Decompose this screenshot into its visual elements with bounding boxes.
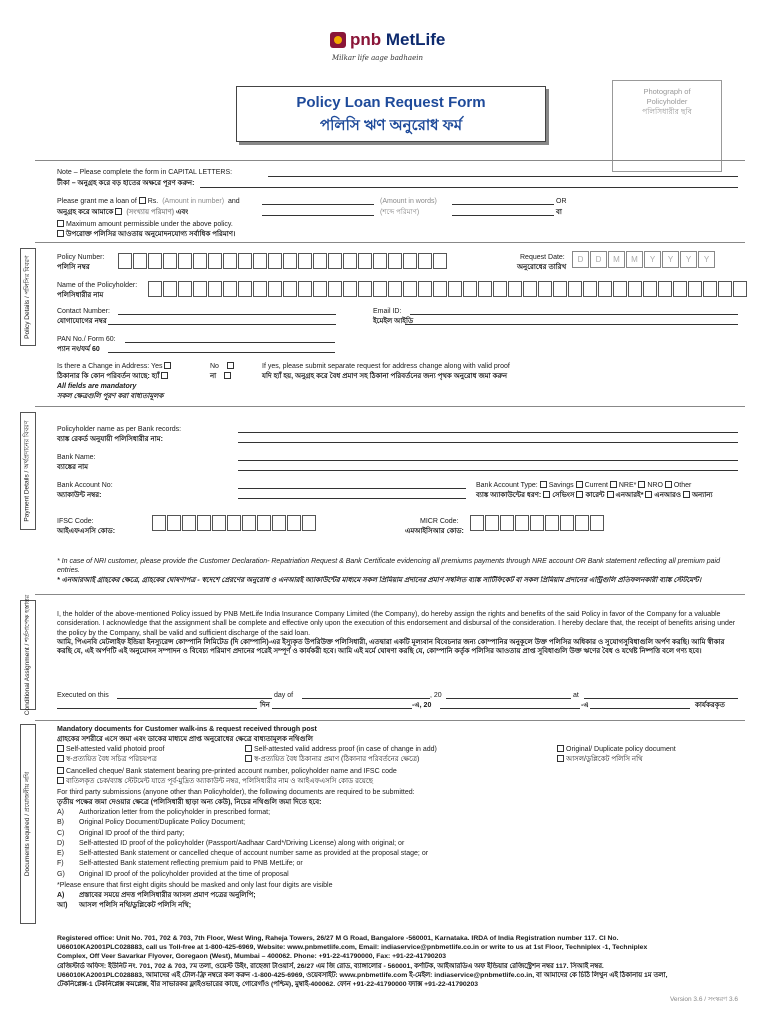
third-party-documents-list xyxy=(57,808,428,880)
bank-name-field-2[interactable] xyxy=(238,470,738,471)
policyholder-name-label: Name of the Policyholder: xyxy=(57,282,138,289)
separate-request-note: If yes, please submit separate request for address change along with valid proof xyxy=(262,363,510,370)
documents-required-tab: Documents required / প্রয়োজনীয় নথি xyxy=(20,724,36,924)
type-other-checkbox-bn[interactable] xyxy=(683,491,690,498)
address-change-no-checkbox-bn[interactable] xyxy=(224,372,231,379)
executed-bn-at: -এ xyxy=(581,702,589,709)
account-type-row-bn: ব্যাঙ্ক অ্যাকাউন্টের ধরণ: সেভিংস কারেন্ট এনআরই* এনআরও অন্যান্য xyxy=(476,492,713,499)
loan-bn-words-field[interactable] xyxy=(452,215,554,216)
doc-original-option[interactable]: Original/ Duplicate policy document xyxy=(557,745,676,754)
policy-number-label: Policy Number: xyxy=(57,254,105,261)
type-nro-checkbox[interactable] xyxy=(638,481,645,488)
email-field-bn[interactable] xyxy=(405,324,738,325)
doc-photoid-checkbox[interactable] xyxy=(57,745,64,752)
bank-holder-label: Policyholder name as per Bank records: xyxy=(57,426,182,433)
mandatory-note: All fields are mandatory xyxy=(57,383,137,390)
policy-number-input[interactable] xyxy=(118,253,448,269)
ifsc-label-bn: আইএফএসসি কোড: xyxy=(57,528,116,535)
note-bn: টীকা – অনুগ্রহ করে বড় হাতের অক্ষরে পূরণ করুন: xyxy=(57,180,195,187)
policyholder-name-input[interactable] xyxy=(148,281,748,297)
pan-label: PAN No./ Form 60: xyxy=(57,336,116,343)
micr-label-bn: এমআইসিআর কোড: xyxy=(405,528,464,535)
executed-place-field[interactable] xyxy=(584,698,738,699)
executed-day-field[interactable] xyxy=(117,698,272,699)
type-current-checkbox[interactable] xyxy=(576,481,583,488)
ifsc-label: IFSC Code: xyxy=(57,518,94,525)
at-label: at xyxy=(573,692,579,699)
max-amount-row-bn[interactable]: উপরোক্ত পলিসির আওতায় অনুমোদনযোগ্য সর্বাধিক পরিমাণ। xyxy=(57,230,236,239)
request-date-label: Request Date: xyxy=(520,254,565,261)
executed-bn-year: -এ, 20 xyxy=(412,702,432,709)
day-of-label: day of xyxy=(274,692,294,699)
type-other-checkbox[interactable] xyxy=(665,481,672,488)
account-type-row: Bank Account Type: Savings Current NRE* NRO Other xyxy=(476,482,692,489)
list-item: B) Original Policy Document/Duplicate Policy Document; xyxy=(57,819,246,827)
form-title-box xyxy=(236,86,546,142)
doc-original-option-bn[interactable]: আসল/ডুপ্লিকেট পলিসি নথি xyxy=(557,755,643,764)
loan-amount-checkbox-bn[interactable] xyxy=(115,208,122,215)
list-item: A) Authorization letter from the policyholder in prescribed format; xyxy=(57,809,271,816)
executed-year-field[interactable] xyxy=(446,698,571,699)
pnb-logo-icon xyxy=(330,32,346,48)
loan-amount-words-label: (Amount in words) xyxy=(380,198,437,205)
documents-title-bn: গ্রাহকের সশরীরে এসে জমা এবং ডাকের মাধ্যমে প্রাপ্ত অনুরোধের ক্ষেত্রে বাধ্যতামূলক নথিগুলি xyxy=(57,736,313,743)
executed-year-field-bn[interactable] xyxy=(440,708,580,709)
executed-bn-day: দিন xyxy=(260,702,270,709)
mandatory-note-bn: সকল ক্ষেত্রগুলি পূরণ করা বাধ্যতামূলক xyxy=(57,393,164,400)
loan-amount-checkbox[interactable] xyxy=(139,197,146,204)
bank-name-label-bn: ব্যাঙ্কের নাম xyxy=(57,464,89,471)
loan-or-label: OR xyxy=(556,198,567,205)
documents-title: Mandatory documents for Customer walk-ins & request received through post xyxy=(57,726,317,733)
doc-photoid-checkbox-bn[interactable] xyxy=(57,755,64,762)
bank-name-label: Bank Name: xyxy=(57,454,96,461)
executed-month-field[interactable] xyxy=(302,698,430,699)
divider xyxy=(35,720,745,721)
executed-bn-label: কার্যকরকৃত xyxy=(695,702,725,709)
registered-office-footer: Registered office: Unit No. 701, 702 & 703, 7th Floor, West Wing, Raheja Towers, 26/27 M G Road, Bangalore -560001, Karnataka. IRDA of India Registration number 117. CI No. U66010KA2001PLC028883, call us Toll-free at 1-800-425-6969, Website: www.pnbmetlife.com, Email: indiaservice@pnbmetlife.co.in or write to us at 1st Floor, Techniplex -1, Techniplex Complex, Off Veer Savarkar Flyover, Goregaon (West), Mumbai – 400062. Phone: +91-22-41790000, Fax: +91-22-41790203 রেজিস্টার্ড অফিস: ইউনিট নং. 701, 702 & 703, 7ম তলা, ওয়েস্ট উইং, রাহেজা টাওয়ার্স, 26/27 এম জি রোড, ব্যাঙ্গালোর - 560001, কর্ণাটক, আইআরডিএ অফ ইন্ডিয়ার রেজিস্ট্রেশন নম্বর 117. সিআই নম্বর. U66010KA2001PLC028883, আমাদের এই টোল-ফ্রি নম্বরে কল করুন -1-800-425-6969, ওয়েবসাইট: www.pnbmetlife.com ই-মেইল: indiaservice@pnbmetlife.co.in, বা আমাদের কে চিঠি লিখুন এই ঠিকানায় 1ম তলা, টেকনিপ্লেক্স-1 টেকনিপ্লেক্স কমপ্লেক্স, বীর সাভারকর ফ্লাইওভারের কাছে, গোরেগাঁও (পশ্চিম), মুম্বাই-400062. ফোন +91-22-41790000 ফ্যাক্স +91-22-41790203 xyxy=(57,935,668,989)
divider xyxy=(35,594,745,595)
loan-bn-or-label: বা xyxy=(556,209,562,216)
account-number-label-bn: অ্যাকাউন্ট নম্বর: xyxy=(57,492,102,499)
doc-cheque-option-bn[interactable]: বাতিলকৃত চেক/ব্যাঙ্ক স্টেটমেন্ট যাতে পূর্ব-মুদ্রিত অ্যাকাউন্ট নম্বর, পলিসিধারীর নাম ও আইএফএসসি কোড রয়েছে xyxy=(57,777,373,786)
bn-documents-list xyxy=(57,891,256,912)
max-amount-checkbox[interactable] xyxy=(57,220,64,227)
request-date-input[interactable]: D D M M Y Y Y Y xyxy=(572,251,716,268)
type-nro-checkbox-bn[interactable] xyxy=(645,491,652,498)
third-party-note-bn: তৃতীয় পক্ষের জমা দেওয়ার ক্ষেত্রে (পলিসিধারী ছাড়া অন্য কেউ), নিচের নথিগুলি জমা দিতে হবে: xyxy=(57,799,322,806)
executed-day-field-bn[interactable] xyxy=(57,708,257,709)
aadhaar-note: *Please ensure that first eight digits should be masked and only last four digits are visible xyxy=(57,882,333,889)
conditional-assignment-tab: Conditional Assignment / শর্তসাপেক্ষ হস্তান্তর xyxy=(20,600,36,710)
micr-label: MICR Code: xyxy=(420,518,459,525)
loan-bn-words-label: (শব্দে পরিমাণ) xyxy=(380,209,420,216)
policy-number-label-bn: পলিসি নম্বর xyxy=(57,264,90,271)
photograph-box: Photograph of Policyholder পলিসিধারীর ছবি xyxy=(612,80,722,172)
doc-address-checkbox[interactable] xyxy=(245,745,252,752)
doc-photoid-option[interactable]: Self-attested valid photoid proof xyxy=(57,745,164,754)
type-nre-checkbox[interactable] xyxy=(610,481,617,488)
divider xyxy=(35,406,745,407)
doc-original-checkbox[interactable] xyxy=(557,745,564,752)
separate-request-note-bn: যদি হ্যাঁ হয়, অনুগ্রহ করে বৈধ প্রমাণ সহ ঠিকানা পরিবর্তনের জন্য পৃথক অনুরোধ জমা করুন xyxy=(262,373,508,380)
doc-address-option[interactable]: Self-attested valid address proof (in case of change in add) xyxy=(245,745,437,754)
pan-field-bn[interactable] xyxy=(108,352,335,353)
doc-cheque-option[interactable]: Cancelled cheque/ Bank statement bearing pre-printed account number, policyholder name and IFSC code xyxy=(57,767,397,776)
bank-holder-label-bn: ব্যাঙ্ক রেকর্ড অনুযায়ী পলিসিধারীর নাম: xyxy=(57,436,163,443)
pnb-metlife-logo xyxy=(330,30,470,68)
assignment-text: I, the holder of the above-mentioned Policy issued by PNB MetLife India Insurance Company Limited (the Company), do hereby assign the rights and benefits of the said Policy in favor of the Company for a valuable consideration. I acknowledge that the assignment shall be complete and effective only upon the execution of this endorsement and disbursal of the consideration. I hereby declare that, the receipt of benefits arising under the policy by the Company, shall be valid and sufficient discharge of the said loan. xyxy=(57,611,736,637)
list-item: F) Self-attested Bank statement reflecting premium paid to PNB MetLife; or xyxy=(57,860,303,868)
type-savings-checkbox[interactable] xyxy=(540,481,547,488)
loan-en-row: Please grant me a loan of Rs. (Amount in number) and xyxy=(57,198,240,205)
address-change-no-checkbox[interactable] xyxy=(227,362,234,369)
list-item: আ) আসল পলিসি নথি/ডুপ্লিকেট পলিসি নথি; xyxy=(57,902,192,910)
list-item: D) Self-attested ID proof of the policyholder (Passport/Aadhaar Card*/Driving License) along with original; or xyxy=(57,839,405,847)
logo-tagline: Milkar life aage badhaein xyxy=(332,54,423,62)
type-savings-checkbox-bn[interactable] xyxy=(543,491,550,498)
executed-month-field-bn[interactable] xyxy=(272,708,412,709)
address-change-row: Is there a Change in Address: Yes xyxy=(57,362,173,371)
executed-on-label: Executed on this xyxy=(57,692,109,699)
year-label: , 20 xyxy=(430,692,442,699)
doc-cheque-checkbox-bn[interactable] xyxy=(57,777,64,784)
address-change-yes-checkbox[interactable] xyxy=(164,362,171,369)
contact-number-field-bn[interactable] xyxy=(108,324,336,325)
address-change-no: No xyxy=(210,362,236,371)
address-change-row-bn: ঠিকানার কি কোন পরিবর্তন আছে: হ্যাঁ xyxy=(57,372,170,381)
nri-note: * In case of NRI customer, please provide the Customer Declaration- Repatriation Request & Bank Certificate evidencing all premiums payments through NRE account OR Bank statement reflecting all premium paid entries. xyxy=(57,558,720,575)
assignment-text-bn: আমি, পিএনবি মেটলাইফ ইন্ডিয়া ইনস্যুরেন্স কোম্পানি লিমিটেড (দি কোম্পানি)-এর ইস্যুকৃত উপরিউক্ত পলিসিধারী, এতদ্বারা একটি মূল্যবান বিবেচনার জন্য কোম্পানির অনুকূলে উক্ত পলিসির অধিকার ও সুযোগসুবিধাগুলি অর্পণ করছি। আমি স্বীকার করছি যে, এই অর্পণটি এই অনুমোদন সম্পাদন ও বিবেচ্য পরিমাণ প্রদানের পরেই সম্পূর্ণ ও কার্যকরী হবে। আমি এই মর্মে ঘোষণা করছি যে, কোম্পানি কর্তৃক পলিসির আওতায় প্রাপ্ত সুবিধাগুলি উক্ত ঋণের বৈধ ও যথেষ্ট নিষ্পত্তি বলে গণ্য হবে। xyxy=(57,639,725,656)
note-en: Note – Please complete the form in CAPITAL LETTERS: xyxy=(57,169,233,176)
nri-note-bn: * এনআরআই গ্রাহকের ক্ষেত্রে, গ্রাহকের ঘোষণাপত্র - স্বদেশে প্রেরণের অনুরোধ ও এনআরই অ্যাকাউন্টের মাধ্যমে সকল প্রিমিয়াম প্রদানের প্রমাণ সম্বলিত ব্যাঙ্ক সার্টিফিকেট বা সকল প্রিমিয়াম প্রদানের এন্ট্রিগুলি প্রতিফলনকারী ব্যাঙ্ক স্টেটমেন্ট। xyxy=(57,577,702,584)
max-amount-checkbox-bn[interactable] xyxy=(57,230,64,237)
list-item: C) Original ID proof of the third party; xyxy=(57,829,185,837)
address-change-no-bn: না xyxy=(210,372,233,381)
note-line-bn[interactable] xyxy=(200,187,738,188)
form-title-bn: পলিসি ঋণ অনুরোধ ফর্ম xyxy=(319,117,463,134)
contact-number-label-bn: যোগাযোগের নম্বর xyxy=(57,318,107,325)
doc-cheque-checkbox[interactable] xyxy=(57,767,64,774)
contact-number-label: Contact Number: xyxy=(57,308,110,315)
doc-address-checkbox-bn[interactable] xyxy=(245,755,252,762)
email-field[interactable] xyxy=(410,314,738,315)
loan-amount-words-field[interactable] xyxy=(452,204,554,205)
account-number-label: Bank Account No: xyxy=(57,482,113,489)
bank-holder-field[interactable] xyxy=(238,432,738,433)
bank-holder-field-2[interactable] xyxy=(238,442,738,443)
version-label: Version 3.6 / সংস্করণ 3.6 xyxy=(669,996,738,1003)
doc-original-checkbox-bn[interactable] xyxy=(557,755,564,762)
loan-amount-number-field[interactable] xyxy=(262,204,374,205)
request-date-label-bn: অনুরোধের তারিখ xyxy=(517,264,567,271)
loan-bn-number-field[interactable] xyxy=(262,215,374,216)
doc-photoid-option-bn[interactable]: স্ব-প্রত্যয়িত বৈধ সচিত্র পরিচয়পত্র xyxy=(57,755,157,764)
divider xyxy=(35,242,745,243)
email-label: Email ID: xyxy=(373,308,402,315)
type-nre-checkbox-bn[interactable] xyxy=(607,491,614,498)
email-label-bn: ইমেইল আইডি xyxy=(373,318,414,325)
pan-field[interactable] xyxy=(125,342,335,343)
policyholder-name-label-bn: পলিসিধারীর নাম xyxy=(57,292,104,299)
list-item: G) Original ID proof of the policyholder provided at the time of proposal xyxy=(57,870,289,878)
payment-details-tab: Payment Details / অর্থপ্রদানের বিবরণ xyxy=(20,412,36,530)
list-item: E) Self-attested Bank statement or cancelled cheque of account number same as provided at the proposal stage; or xyxy=(57,850,429,858)
type-current-checkbox-bn[interactable] xyxy=(576,491,583,498)
pan-label-bn: প্যান নং/ফর্ম 60 xyxy=(57,346,100,353)
bank-name-field[interactable] xyxy=(238,460,738,461)
logo-text: pnb MetLife xyxy=(350,30,446,49)
account-number-field-2[interactable] xyxy=(238,498,466,499)
list-item: A) প্রস্তাবের সময়ে প্রদত্ত পলিসিধারীর আসল প্রমাণ পত্রের অনুলিপি; xyxy=(57,892,256,899)
policy-details-tab: Policy Details / পলিসির বিবরণ xyxy=(20,248,36,346)
micr-input[interactable] xyxy=(470,515,605,531)
third-party-note: For third party submissions (anyone other than Policyholder), the following documents are required to be submitted: xyxy=(57,789,415,796)
note-line[interactable] xyxy=(268,176,738,177)
executed-place-field-bn[interactable] xyxy=(590,708,690,709)
loan-bn-row: অনুগ্রহ করে আমাকে (সংখ্যায় পরিমাণ) এবং xyxy=(57,209,189,216)
divider xyxy=(35,160,745,161)
form-title-en: Policy Loan Request Form xyxy=(296,94,486,111)
account-number-field[interactable] xyxy=(238,488,466,489)
max-amount-row[interactable]: Maximum amount permissible under the above policy. xyxy=(57,220,233,229)
ifsc-input[interactable] xyxy=(152,515,317,531)
address-change-yes-checkbox-bn[interactable] xyxy=(161,372,168,379)
contact-number-field[interactable] xyxy=(118,314,336,315)
doc-address-option-bn[interactable]: স্ব-প্রত্যয়িত বৈধ ঠিকানার প্রমাণ (ঠিকানার পরিবর্তনের ক্ষেত্রে) xyxy=(245,755,419,764)
